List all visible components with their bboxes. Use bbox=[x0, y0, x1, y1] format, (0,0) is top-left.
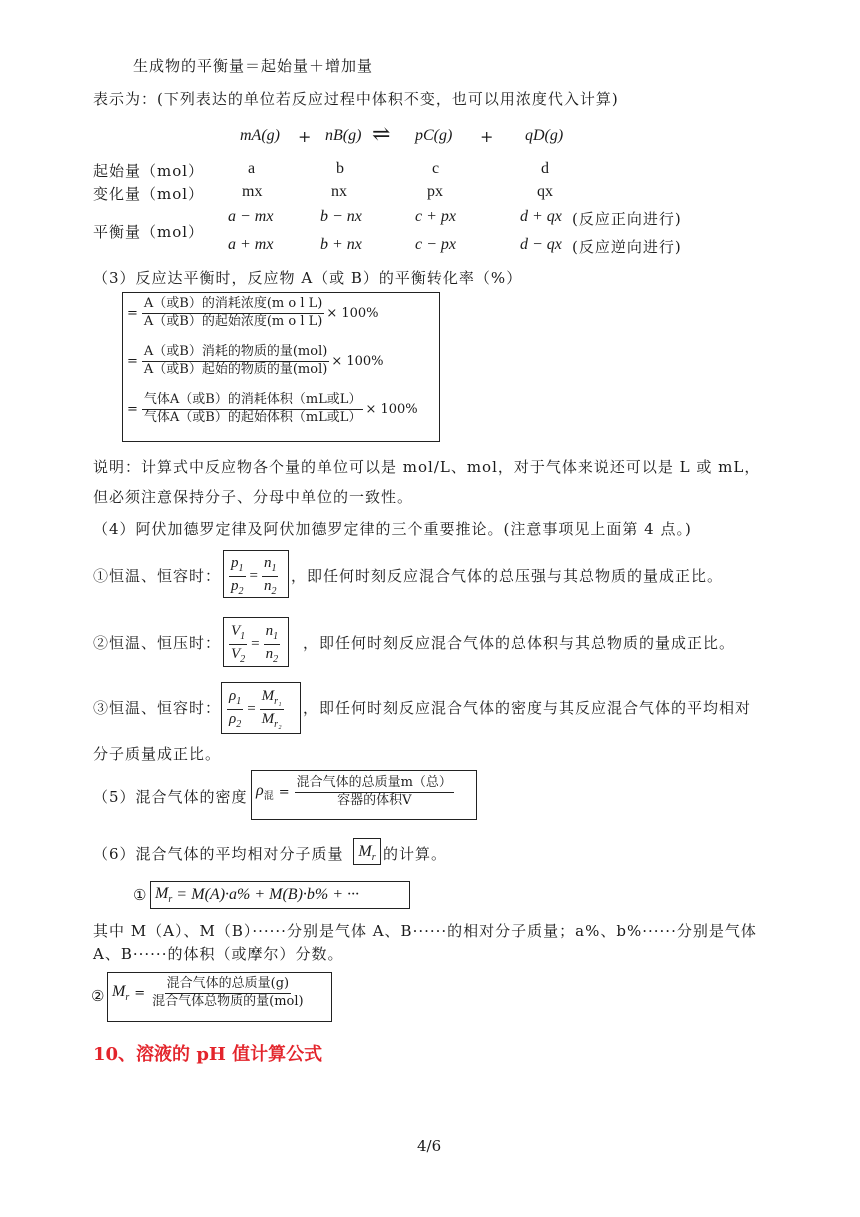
corollary2-text: ，即任何时刻反应混合气体的总体积与其总物质的量成正比。 bbox=[303, 634, 736, 652]
mr-symbol-box: $M_r$ bbox=[353, 838, 381, 865]
cell: b − nx bbox=[320, 208, 362, 225]
formula-row-concentration: = $\frac{\text{A（或B）的消耗浓度(m o l L)}}{\text{A（或B）的起始浓度(m o l L)}}$ × 100% bbox=[127, 296, 379, 329]
formula-row-moles: = $\frac{\text{A（或B）消耗的物质的量(mol)}}{\text{A（或B）起始的物质的量(mol)}}$ × 100% bbox=[127, 344, 384, 377]
row-initial-label: 起始量（mol） bbox=[93, 162, 205, 180]
mr-formula-1-box: $M_r$ = M(A)·a% + M(B)·b% + ··· bbox=[150, 881, 410, 909]
fraction-n: $\frac{n_1}{n_2}$ bbox=[263, 555, 277, 597]
reaction-term-b: nB(g) bbox=[325, 127, 362, 144]
corollary1-formula-box: $\frac{p_1}{p_2}$ = $\frac{n_1}{n_2}$ bbox=[223, 550, 289, 598]
corollary3-label: ③恒温、恒容时： bbox=[93, 699, 222, 717]
section-10-heading: 10、溶液的 pH 值计算公式 bbox=[93, 1044, 323, 1065]
cell: d + qx bbox=[520, 208, 562, 225]
section3-title: （3）反应达平衡时，反应物 A（或 B）的平衡转化率（%） bbox=[93, 269, 523, 287]
note-forward: (反应正向进行) bbox=[572, 210, 682, 228]
cell: c bbox=[432, 160, 440, 177]
reaction-plus-2: + bbox=[480, 127, 494, 146]
corollary1-label: ①恒温、恒容时： bbox=[93, 567, 222, 585]
cell: c − px bbox=[415, 236, 456, 253]
cell: a − mx bbox=[228, 208, 274, 225]
cell: b + nx bbox=[320, 236, 362, 253]
corollary2-label: ②恒温、恒压时： bbox=[93, 634, 222, 652]
formula2-marker: ② bbox=[91, 987, 106, 1005]
cell: nx bbox=[331, 183, 347, 200]
cell: qx bbox=[537, 183, 553, 200]
cell: d − qx bbox=[520, 236, 562, 253]
reaction-term-c: pC(g) bbox=[415, 127, 453, 144]
row-change-label: 变化量（mol） bbox=[93, 185, 205, 203]
fraction-m: $\frac{M_{r_1}}{M_{r_2}}$ bbox=[261, 688, 282, 730]
note-line-1: 说明：计算式中反应物各个量的单位可以是 mol/L、mol，对于气体来说还可以是 L 或 mL， bbox=[93, 458, 761, 476]
fraction-rho: $\frac{\rho_1}{\rho_2}$ bbox=[229, 688, 242, 730]
section6-desc-2: A、B······的体积（或摩尔）分数。 bbox=[93, 945, 344, 963]
cell: b bbox=[336, 160, 344, 177]
conversion-formula-box bbox=[122, 292, 440, 442]
mr-formula-2-box: $M_r$ = $\frac{\text{混合气体的总质量(g)}}{\text{混合气体总物质的量(mol)}}$ bbox=[107, 972, 332, 1022]
fraction: $\frac{\text{气体A（或B）的消耗体积（mL或L）}}{\text{气体A（或B）的起始体积（mL或L）}}$ bbox=[143, 392, 362, 425]
section5-title: （5）混合气体的密度 bbox=[93, 788, 248, 806]
corollary1-text: ，即任何时刻反应混合气体的总压强与其总物质的量成正比。 bbox=[291, 567, 724, 585]
section6-title: （6）混合气体的平均相对分子质量 bbox=[93, 845, 344, 863]
page-number: 4/6 bbox=[417, 1137, 442, 1155]
note-reverse: (反应逆向进行) bbox=[572, 238, 682, 256]
reaction-term-a: mA(g) bbox=[240, 127, 280, 144]
section4-title: （4）阿伏加德罗定律及阿伏加德罗定律的三个重要推论。(注意事项见上面第 4 点。) bbox=[93, 520, 692, 538]
cell: px bbox=[427, 183, 443, 200]
fraction: $\frac{\text{混合气体的总质量m（总）}}{\text{容器的体积V}}$ bbox=[296, 775, 452, 808]
reaction-term-d: qD(g) bbox=[525, 127, 564, 144]
cell: a + mx bbox=[228, 236, 274, 253]
cell: d bbox=[541, 160, 549, 177]
fraction: $\frac{\text{混合气体的总质量(g)}}{\text{混合气体总物质的量(mol)}}$ bbox=[152, 976, 304, 1009]
line-equilibrium-product: 生成物的平衡量＝起始量＋增加量 bbox=[133, 57, 374, 75]
fraction: $\frac{\text{A（或B）的消耗浓度(m o l L)}}{\text{A（或B）的起始浓度(m o l L)}}$ bbox=[143, 296, 323, 329]
section6-title-end: 的计算。 bbox=[383, 845, 448, 863]
cell: mx bbox=[242, 183, 263, 200]
fraction-v: $\frac{V_1}{V_2}$ bbox=[231, 623, 246, 665]
section6-desc-1: 其中 M（A）、M（B）······分别是气体 A、B······的相对分子质量；a%、b%······分别是气体 bbox=[93, 922, 757, 940]
reaction-plus-1: + bbox=[298, 127, 312, 146]
corollary3-text-2: 分子质量成正比。 bbox=[93, 745, 222, 763]
cell: a bbox=[248, 160, 256, 177]
note-line-2: 但必须注意保持分子、分母中单位的一致性。 bbox=[93, 488, 414, 506]
fraction-p: $\frac{p_1}{p_2}$ bbox=[231, 555, 244, 597]
corollary2-formula-box: $\frac{V_1}{V_2}$ = $\frac{n_1}{n_2}$ bbox=[223, 617, 289, 667]
row-equilibrium-label: 平衡量（mol） bbox=[93, 223, 205, 241]
corollary3-formula-box: $\frac{\rho_1}{\rho_2}$ = $\frac{M_{r_1}}{M_{r_2}}$ bbox=[221, 682, 301, 734]
fraction-n: $\frac{n_1}{n_2}$ bbox=[265, 623, 279, 665]
corollary3-text: ，即任何时刻反应混合气体的密度与其反应混合气体的平均相对 bbox=[303, 699, 752, 717]
line-expression-note: 表示为：(下列表达的单位若反应过程中体积不变，也可以用浓度代入计算) bbox=[93, 90, 619, 108]
equilibrium-arrow-icon: ⇌ bbox=[372, 122, 391, 147]
formula-row-volume: = $\frac{\text{气体A（或B）的消耗体积（mL或L）}}{\text{气体A（或B）的起始体积（mL或L）}}$ × 100% bbox=[127, 392, 418, 425]
fraction: $\frac{\text{A（或B）消耗的物质的量(mol)}}{\text{A（或B）起始的物质的量(mol)}}$ bbox=[143, 344, 328, 377]
cell: c + px bbox=[415, 208, 456, 225]
formula1-marker: ① bbox=[133, 886, 148, 904]
density-formula-box: $\rho_混$ = $\frac{\text{混合气体的总质量m（总）}}{\text{容器的体积V}}$ bbox=[251, 770, 477, 820]
